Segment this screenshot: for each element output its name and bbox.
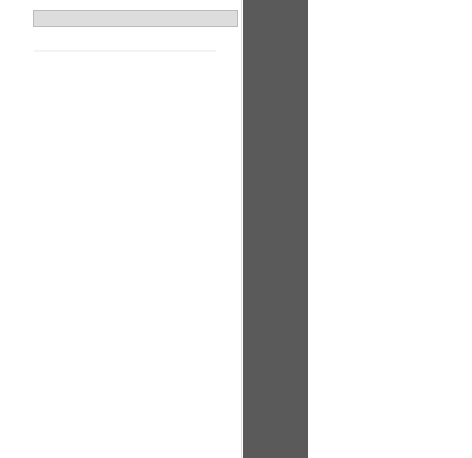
section-benefits (34, 205, 240, 207)
part-detail-list (34, 50, 216, 52)
filter-toggle-bar[interactable] (33, 10, 238, 27)
search-filter-panel (30, 0, 242, 458)
section-part (34, 40, 240, 52)
section-others (34, 243, 240, 245)
separator-panel (243, 0, 308, 458)
part-top-row (34, 42, 240, 50)
section-payment (34, 166, 240, 168)
annotation-notes (309, 0, 472, 458)
section-price (34, 126, 240, 128)
